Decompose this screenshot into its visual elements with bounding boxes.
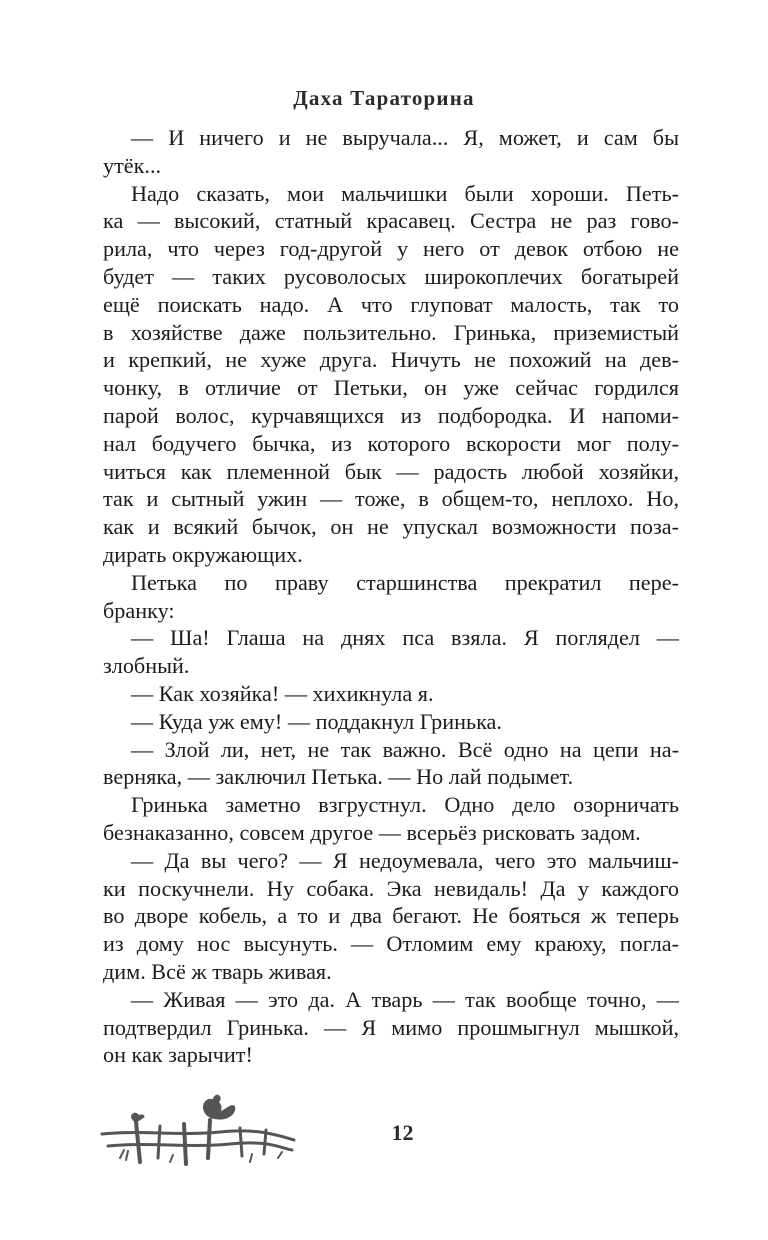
text-line: безнаказанно, совсем другое — всерьёз рисковать задом. — [103, 819, 641, 845]
text-line: — Живая — это да. А тварь — так вообще точно, — — [131, 986, 679, 1012]
paragraph — [103, 986, 679, 1069]
text-line: — И ничего и не выручала... Я, может, и сам бы — [131, 125, 679, 150]
text-line: во дворе кобель, а то и два бегают. Не бояться ж теперь — [103, 903, 679, 929]
paragraph — [103, 847, 679, 986]
page-number: 12 — [391, 1120, 414, 1145]
body-text — [103, 124, 679, 1069]
text-line: чонку, в отличие от Петьки, он уже сейчас гордился — [103, 375, 679, 401]
text-line: утёк... — [103, 152, 162, 178]
text-line: как и всякий бычок, он не упускал возможности поза- — [103, 514, 679, 540]
paragraph — [103, 680, 679, 708]
text-line: — Злой ли, нет, не так важно. Всё одно на цепи на- — [131, 736, 679, 762]
text-line: Петька по праву старшинства прекратил пере- — [131, 569, 679, 595]
running-header-author: Даха Тараторина — [293, 86, 475, 110]
text-line: ки поскучнели. Ну собака. Эка невидаль! Да у каждого — [103, 875, 679, 901]
paragraph — [103, 124, 679, 180]
text-line: будет — таких русоволосых широкоплечих богатырей — [103, 263, 679, 289]
text-line: дирать окружающих. — [103, 541, 303, 567]
paragraph — [103, 180, 679, 569]
text-line: — Да вы чего? — Я недоумевала, чего это мальчиш- — [131, 847, 679, 873]
paragraph — [103, 791, 679, 847]
paragraph — [103, 569, 679, 625]
text-line: рила, что через год-другой у него от девок отбою не — [103, 236, 679, 262]
text-line: читься как племенной бык — радость любой хозяйки, — [103, 458, 679, 484]
paragraph — [103, 736, 679, 792]
text-line: верняка, — заключил Петька. — Но лай подымет. — [103, 764, 574, 790]
text-line: злобный. — [103, 653, 190, 679]
text-line: ещё поискать надо. А что глуповат малость, так то — [103, 291, 679, 317]
paragraph — [103, 708, 679, 736]
text-line: из дому нос высунуть. — Отломим ему краюху, погла- — [103, 931, 679, 957]
text-line: он как зарычит! — [103, 1042, 253, 1068]
text-line: Надо сказать, мои мальчишки были хороши. Петь- — [131, 180, 679, 206]
text-line: и крепкий, не хуже друга. Ничуть не похожий на дев- — [103, 347, 679, 373]
text-line: Гринька заметно взгрустнул. Одно дело озорничать — [131, 792, 679, 818]
text-line: — Как хозяйка! — хихикнула я. — [131, 680, 434, 706]
text-line: бранку: — [103, 597, 175, 623]
text-line: дим. Всё ж тварь живая. — [103, 958, 332, 984]
text-line: — Ша! Глаша на днях пса взяла. Я поглядел — — [131, 625, 679, 651]
text-line: так и сытный ужин — тоже, в общем-то, неплохо. Но, — [103, 486, 679, 512]
text-line: парой волос, курчавящихся из подбородка. И напоми- — [103, 402, 679, 428]
text-line: нал бодучего бычка, из которого вскорости мог полу- — [103, 430, 679, 456]
text-line: подтвердил Гринька. — Я мимо прошмыгнул мышкой, — [103, 1014, 679, 1040]
text-line: в хозяйстве даже пользительно. Гринька, приземистый — [103, 319, 679, 345]
text-line: — Куда уж ему! — поддакнул Гринька. — [131, 708, 502, 734]
paragraph — [103, 624, 679, 680]
text-line: ка — высокий, статный красавец. Сестра не раз гово- — [103, 208, 679, 234]
